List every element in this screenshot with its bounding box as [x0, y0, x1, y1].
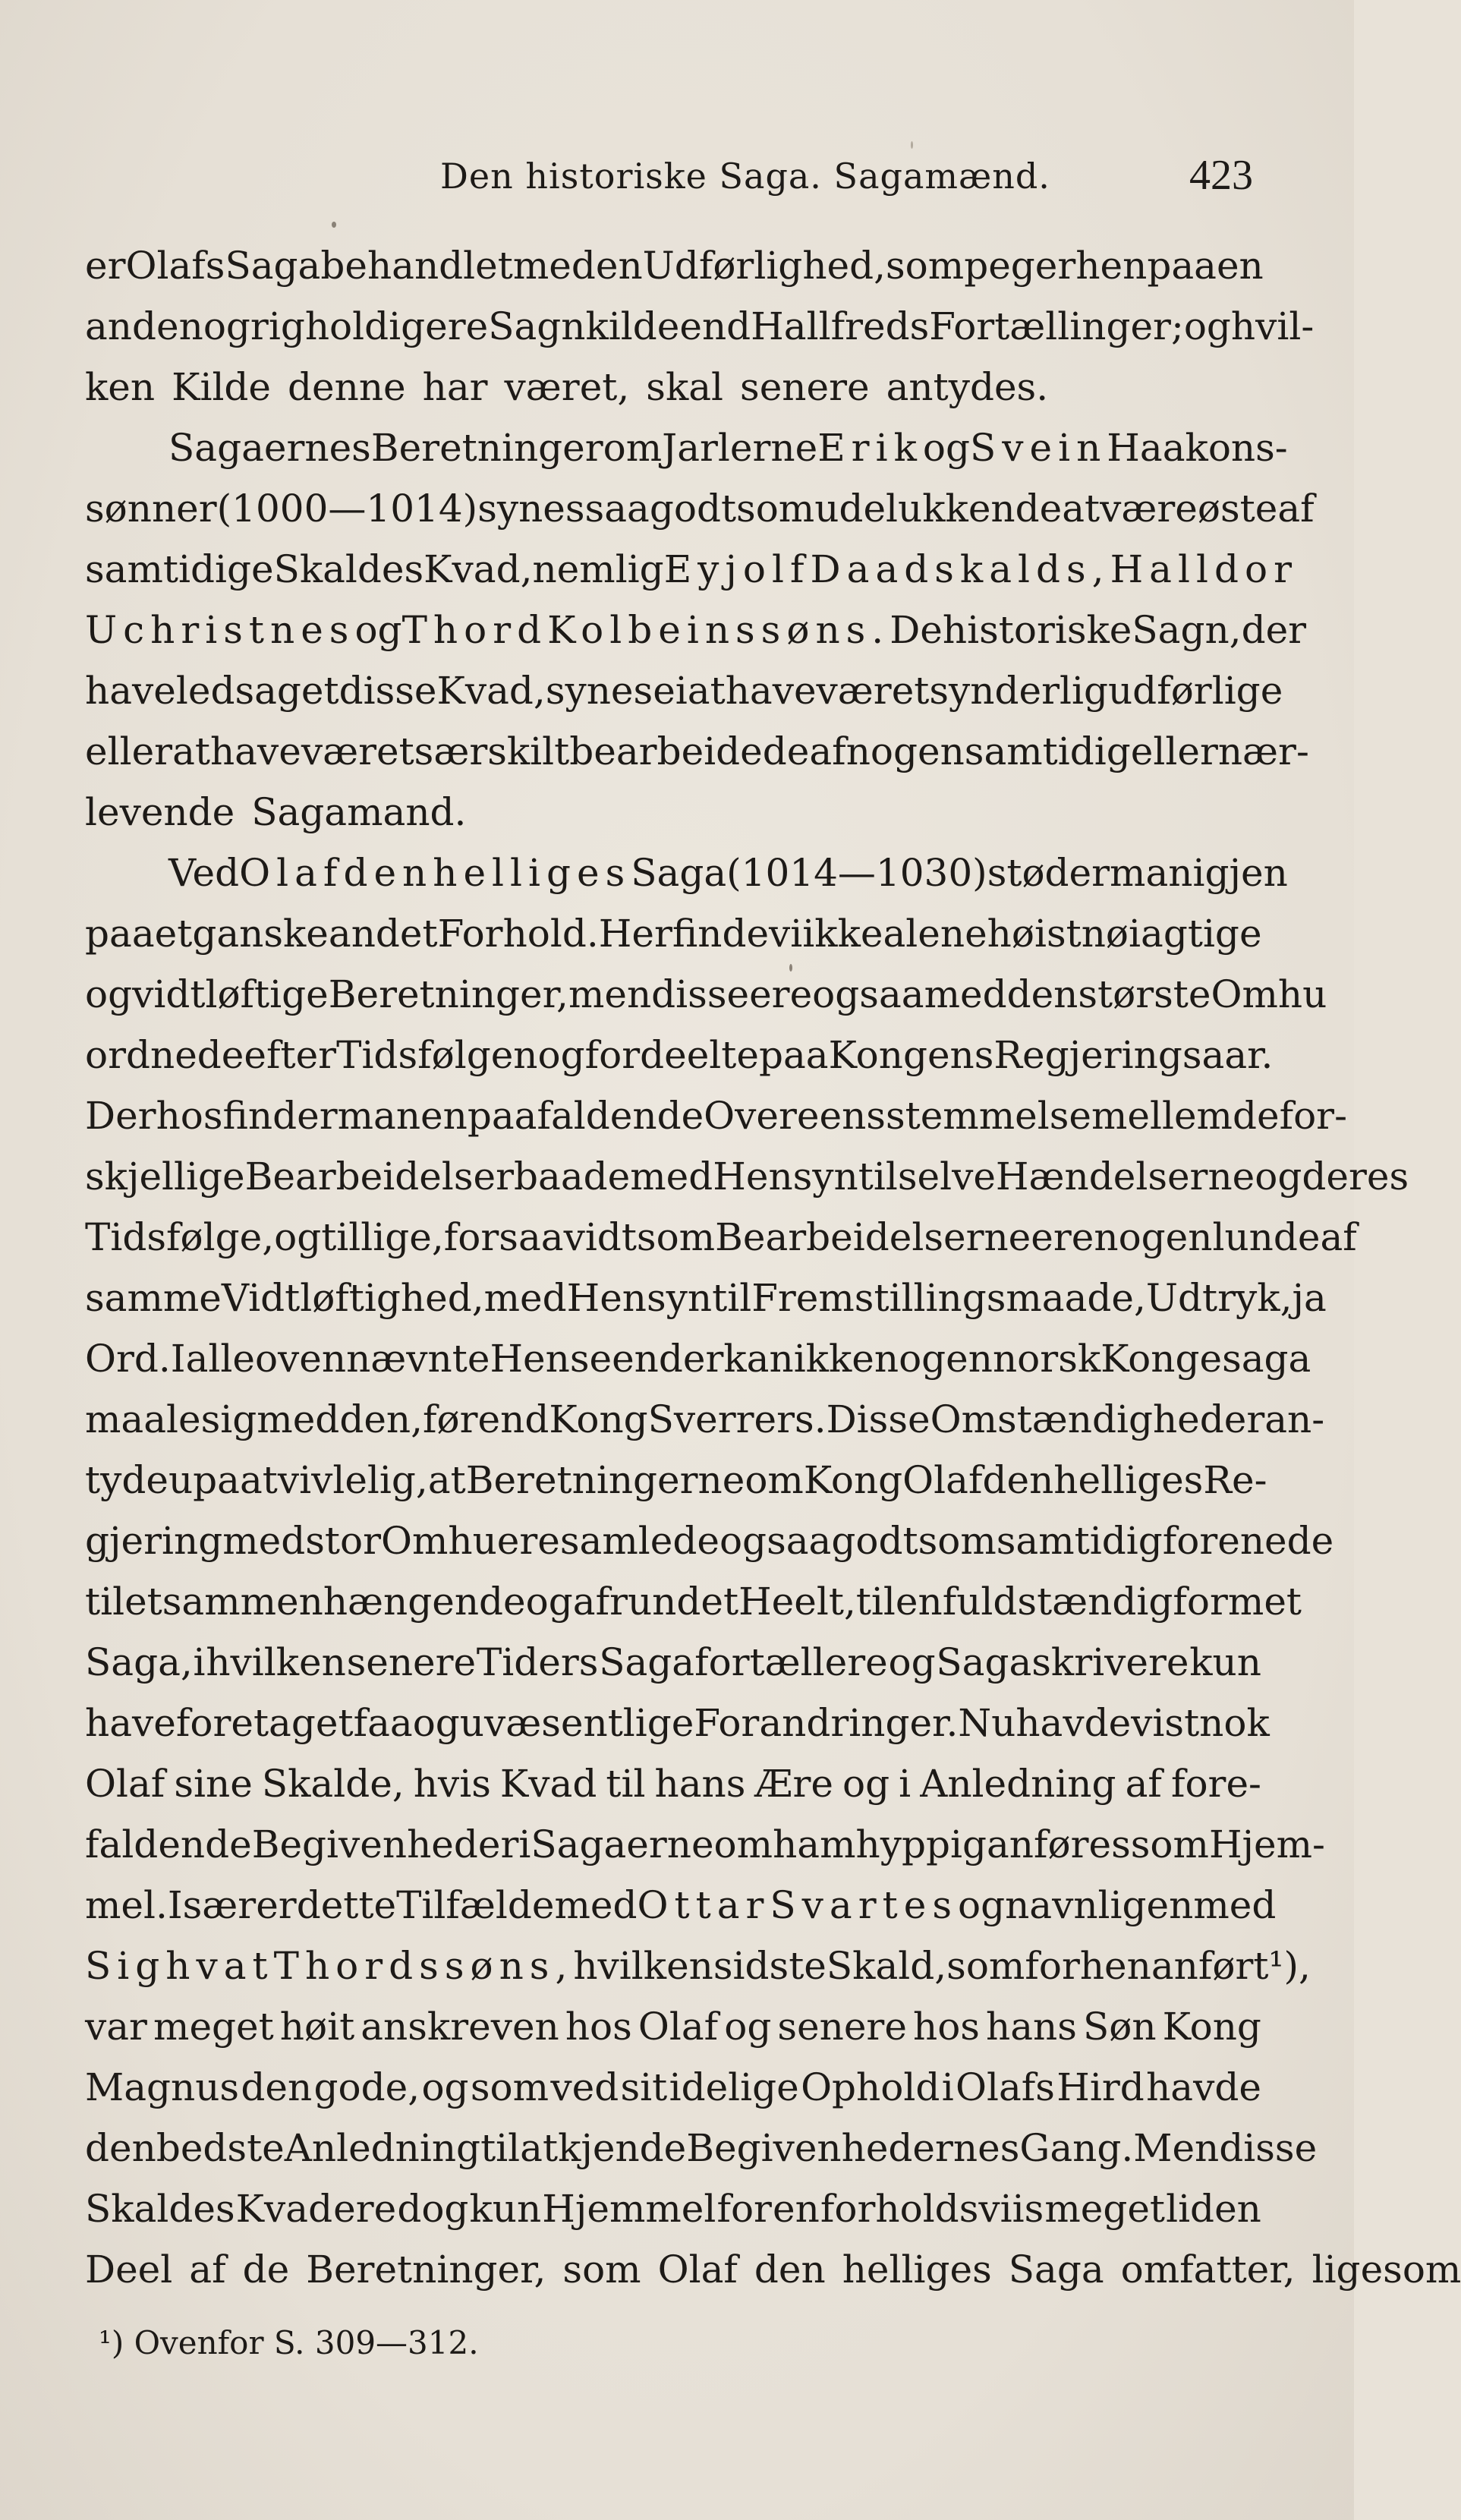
text-line: tyde upaatvivlelig, at Beretningerne om Kong Olaf den helliges Re-: [85, 1458, 1267, 1502]
text-line: samtidige Skaldes Kvad, nemlig Eyjolf Daadskalds, Halldor: [85, 547, 1298, 591]
text-line: Skaldes Kvad ere dog kun Hjemmel for en forholdsviis meget liden: [85, 2187, 1261, 2231]
text-line: have ledsaget disse Kvad, synes ei at have været synderlig udførlige: [85, 669, 1283, 713]
paper-speck: [911, 141, 913, 149]
text-line: levende Sagamand.: [85, 790, 467, 834]
text-line: sønner (1000—1014) synes saa godt som udelukkende at være øste af: [85, 487, 1315, 531]
text-line: gjering med stor Omhu ere samlede og saa godt som samtidig forenede: [85, 1519, 1334, 1563]
text-line: Ved Olaf den helliges Saga (1014—1030) støder man igjen: [168, 851, 1288, 895]
text-line: er Olafs Saga behandlet med en Udførlighed, som peger hen paa en: [85, 244, 1264, 288]
text-line: maale sig med den, førend Kong Sverrers. Disse Omstændigheder an-: [85, 1397, 1325, 1441]
body-text: [85, 235, 1461, 2300]
text-line: eller at have været særskilt bearbeidede af nogen samtidig eller nær-: [85, 729, 1309, 773]
text-line: Tidsfølge, og tillige, forsaavidt som Bearbeidelserne ere nogenlunde af: [85, 1215, 1357, 1259]
page-number: 423: [1189, 152, 1253, 199]
page-header: [0, 152, 1354, 216]
paper-speck: [332, 222, 336, 228]
text-line: have foretaget faa og uvæsentlige Forandringer. Nu havde vistnok: [85, 1701, 1270, 1745]
text-line: Uchristnes og Thord Kolbeinssøns. De historiske Sagn, der: [85, 608, 1307, 652]
text-line: Deel af de Beretninger, som Olaf den helliges Saga omfatter, ligesom: [85, 2248, 1461, 2292]
text-line: Sighvat Thordssøns, hvilken sidste Skald, som forhen anført¹),: [85, 1944, 1311, 1988]
paper-speck: [789, 964, 792, 972]
running-head: Den historiske Saga. Sagamænd.: [440, 156, 1050, 197]
text-line: ordnede efter Tidsfølgen og fordeelte paa Kongens Regjeringsaar.: [85, 1033, 1274, 1077]
text-line: til et sammenhængende og afrundet Heelt, til en fuldstændig formet: [85, 1580, 1302, 1624]
text-line: paa et ganske andet Forhold. Her finde vi ikke alene høist nøiagtige: [85, 912, 1262, 956]
text-line: faldende Begivenheder i Sagaerne om ham hyppig anføres som Hjem-: [85, 1822, 1325, 1866]
text-line: den bedste Anledning til at kjende Begivenhedernes Gang. Men disse: [85, 2126, 1318, 2170]
text-line: Olaf sine Skalde, hvis Kvad til hans Ære og i Anledning af fore-: [85, 1762, 1261, 1806]
text-line: skjellige Bearbeidelser baade med Hensyn til selve Hændelserne og deres: [85, 1154, 1409, 1199]
text-line: var meget høit anskreven hos Olaf og senere hos hans Søn Kong: [85, 2005, 1261, 2049]
text-line: samme Vidtløftighed, med Hensyn til Fremstillingsmaade, Udtryk, ja: [85, 1276, 1327, 1320]
text-line: mel. Især er dette Tilfælde med Ottar Svartes og navnligen med: [85, 1883, 1277, 1927]
text-line: Saga, i hvilken senere Tiders Sagafortællere og Sagaskrivere kun: [85, 1640, 1261, 1684]
text-line: Derhos finder man en paafaldende Overeensstemmelse mellem de for-: [85, 1094, 1347, 1138]
text-line: ken Kilde denne har været, skal senere antydes.: [85, 365, 1049, 409]
text-line: anden og righoldigere Sagnkilde end Hallfreds Fortællinger; og hvil-: [85, 304, 1315, 348]
text-line: Ord. I alle ovennævnte Henseender kan ikke nogen norsk Kongesaga: [85, 1337, 1311, 1381]
text-line: Magnus den gode, og som ved sit idelige Ophold i Olafs Hird havde: [85, 2065, 1261, 2109]
footnote: ¹) Ovenfor S. 309—312.: [99, 2324, 479, 2361]
text-line: Sagaernes Beretninger om Jarlerne Erik og Svein Haakons-: [168, 426, 1288, 470]
text-line: og vidtløftige Beretninger, men disse ere ogsaa med den største Omhu: [85, 972, 1327, 1016]
